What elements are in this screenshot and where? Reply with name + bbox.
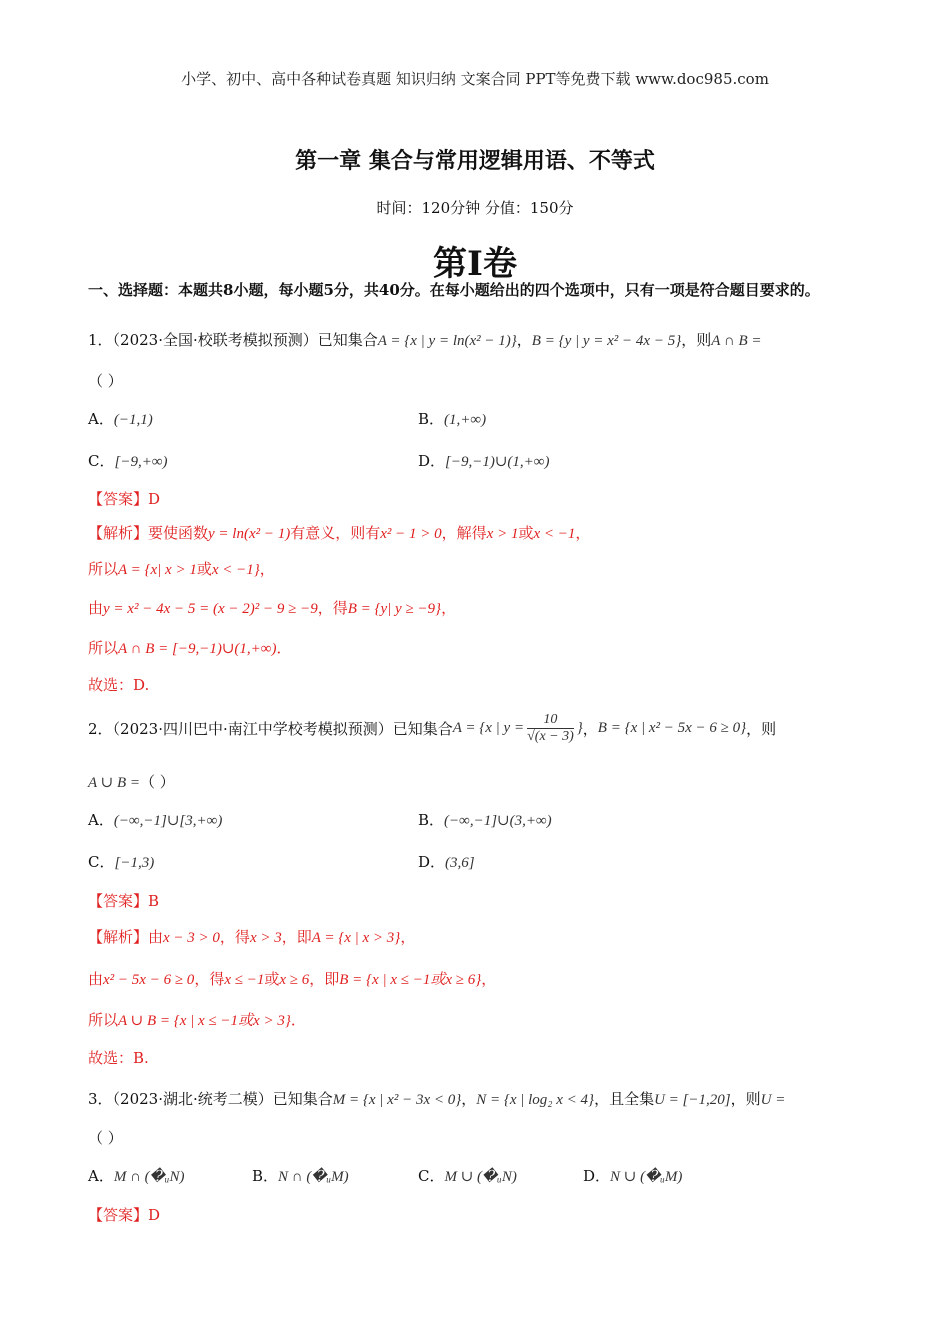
analysis-math: x² − 1 > 0 <box>380 526 442 542</box>
analysis-text: 所以 <box>88 1011 119 1029</box>
question-3-option-b[interactable] <box>252 1165 349 1186</box>
analysis-text: ，得 <box>219 928 250 946</box>
question-1-text: 1．（2023·全国·校联考模拟预测）已知集合 <box>88 331 378 349</box>
analysis-math: B = {x | x ≤ −1或x ≥ 6} <box>339 972 482 988</box>
question-1-ask: A ∩ B = <box>711 333 762 349</box>
question-2-set-b: B = {x | x² − 5x − 6 ≥ 0} <box>597 720 747 736</box>
question-3-stem <box>88 1088 785 1109</box>
question-1-answer: 【答案】D <box>88 490 161 508</box>
option-value: M ∪ (�ᵤN) <box>444 1169 517 1185</box>
option-value: N ∩ (�ᵤM) <box>278 1169 349 1185</box>
analysis-text: 或 <box>264 970 280 988</box>
analysis-math: x < −1 <box>533 526 576 542</box>
question-2-option-d[interactable] <box>418 851 475 872</box>
question-2-stem <box>88 712 776 745</box>
question-2-option-b[interactable] <box>418 809 552 830</box>
question-2-set-a-suffix: } <box>576 720 583 736</box>
option-label: D． <box>418 452 446 470</box>
section-instructions: 一、选择题：本题共8小题，每小题5分，共40分。在每小题给出的四个选项中，只有一项是符合题目要求的。 <box>88 281 820 299</box>
question-3-universe: U = [−1,20] <box>654 1092 731 1108</box>
question-2-analysis-line-2 <box>88 968 496 989</box>
analysis-text: 或 <box>518 524 534 542</box>
option-label: B． <box>252 1167 279 1185</box>
analysis-math: x ≤ −1 <box>224 972 265 988</box>
analysis-text: ， <box>400 928 416 946</box>
question-2-option-a[interactable] <box>88 809 222 830</box>
option-label: A． <box>88 1167 114 1185</box>
question-1-analysis-line-1 <box>88 522 590 543</box>
analysis-text: 所以 <box>88 560 119 578</box>
analysis-text: ，即 <box>309 970 340 988</box>
question-2-text: 2．（2023·四川巴中·南江中学校考模拟预测）已知集合 <box>88 720 453 738</box>
then-text: ，则 <box>681 331 712 349</box>
option-value: (−∞,−1]∪[3,+∞) <box>113 813 223 829</box>
option-label: A． <box>88 811 114 829</box>
analysis-math: A ∪ B = {x | x ≤ −1或x > 3} <box>118 1013 291 1029</box>
question-2-fraction <box>527 712 574 745</box>
analysis-math: x > 1 <box>486 526 519 542</box>
analysis-math: y = ln(x² − 1) <box>208 526 291 542</box>
analysis-text: 所以 <box>88 639 119 657</box>
question-2-analysis-line-1 <box>88 926 415 947</box>
analysis-math: x > 3 <box>249 930 282 946</box>
option-label: D． <box>583 1167 611 1185</box>
question-3-option-a[interactable] <box>88 1165 184 1186</box>
page-header: 小学、初中、高中各种试卷真题 知识归纳 文案合同 PPT等免费下载 www.doc985.com <box>181 70 769 88</box>
option-value: [−9,−1)∪(1,+∞) <box>445 454 550 470</box>
fraction-numerator: 10 <box>527 712 574 729</box>
question-2-paren: （ ） <box>140 773 175 791</box>
question-2-ask-line <box>88 771 175 792</box>
option-value: [−9,+∞) <box>114 454 168 470</box>
question-1-option-b[interactable] <box>418 408 486 429</box>
analysis-text: ，即 <box>281 928 312 946</box>
chapter-title: 第一章 集合与常用逻辑用语、不等式 <box>295 148 655 174</box>
analysis-text: 【解析】要使函数 <box>88 524 209 542</box>
option-label: B． <box>418 811 445 829</box>
question-1-analysis-line-2 <box>88 558 275 579</box>
option-value: [−1,3) <box>114 855 155 871</box>
separator: ， <box>582 720 598 738</box>
option-label: C． <box>418 1167 445 1185</box>
analysis-text: ，解得 <box>441 524 487 542</box>
analysis-text: ， <box>441 599 457 617</box>
analysis-math: x ≥ 6 <box>279 972 310 988</box>
question-3-option-c[interactable] <box>418 1165 517 1186</box>
analysis-text: ，得 <box>194 970 225 988</box>
question-2-analysis-line-3 <box>88 1009 306 1030</box>
question-3-option-d[interactable] <box>583 1165 682 1186</box>
question-1-analysis-line-3 <box>88 597 456 618</box>
analysis-math: x² − 5x − 6 ≥ 0 <box>103 972 195 988</box>
analysis-text: ． <box>290 1011 306 1029</box>
option-label: A． <box>88 410 114 428</box>
analysis-text: ， <box>481 970 497 988</box>
question-2-conclusion: 故选：B. <box>88 1049 149 1067</box>
analysis-math: A ∩ B = [−9,−1)∪(1,+∞) <box>118 641 277 657</box>
analysis-text: ， <box>259 560 275 578</box>
question-3-set-n: N = {x | log₂ x < 4} <box>476 1092 595 1108</box>
question-1-paren: （ ） <box>88 372 123 390</box>
option-label: C． <box>88 452 115 470</box>
question-1-stem <box>88 329 761 350</box>
volume-title: 第I卷 <box>433 244 517 284</box>
separator: ， <box>516 331 532 349</box>
option-value: N ∪ (�ᵤM) <box>610 1169 683 1185</box>
analysis-math: A = {x | x > 3} <box>311 930 401 946</box>
option-value: (−∞,−1]∪(3,+∞) <box>444 813 552 829</box>
analysis-math: B = {y| y ≥ −9} <box>347 601 442 617</box>
analysis-text: 【解析】由 <box>88 928 164 946</box>
analysis-text: ， <box>575 524 591 542</box>
question-1-option-a[interactable] <box>88 408 153 429</box>
question-2-option-c[interactable] <box>88 851 154 872</box>
question-3-mid-text: ，且全集 <box>594 1090 655 1108</box>
fraction-denominator: √(x − 3) <box>527 729 574 744</box>
question-2-answer: 【答案】B <box>88 892 160 910</box>
question-1-analysis-line-4 <box>88 637 292 658</box>
then-text: ，则 <box>746 720 777 738</box>
question-1-option-c[interactable] <box>88 450 168 471</box>
question-1-option-d[interactable] <box>418 450 549 471</box>
analysis-math: x − 3 > 0 <box>163 930 220 946</box>
analysis-text: 或 <box>196 560 212 578</box>
option-label: D． <box>418 853 446 871</box>
question-1-set-a: A = {x | y = ln(x² − 1)} <box>377 333 517 349</box>
question-3-set-m: M = {x | x² − 3x < 0} <box>332 1092 462 1108</box>
question-2-set-a-prefix: A = {x | y = <box>452 720 525 736</box>
question-3-text: 3．（2023·湖北·统考二模）已知集合 <box>88 1090 333 1108</box>
question-1-set-b: B = {y | y = x² − 4x − 5} <box>531 333 682 349</box>
exam-meta: 时间：120分钟 分值：150分 <box>376 199 574 217</box>
option-value: (3,6] <box>445 855 475 871</box>
option-label: C． <box>88 853 115 871</box>
analysis-text: ． <box>276 639 292 657</box>
analysis-math: A = {x| x > 1 <box>118 562 197 578</box>
question-2-ask: A ∪ B = <box>88 775 140 791</box>
question-3-ask: U = <box>760 1092 786 1108</box>
analysis-text: ，得 <box>317 599 348 617</box>
option-value: (−1,1) <box>113 412 153 428</box>
question-3-answer: 【答案】D <box>88 1206 161 1224</box>
analysis-math: y = x² − 4x − 5 = (x − 2)² − 9 ≥ −9 <box>103 601 318 617</box>
option-label: B． <box>418 410 445 428</box>
separator: ， <box>461 1090 477 1108</box>
question-3-paren: （ ） <box>88 1129 123 1147</box>
analysis-text: 有意义，则有 <box>290 524 381 542</box>
question-1-conclusion: 故选：D. <box>88 676 150 694</box>
then-text: ，则 <box>730 1090 761 1108</box>
analysis-text: 由 <box>88 970 104 988</box>
option-value: M ∩ (�ᵤN) <box>113 1169 185 1185</box>
option-value: (1,+∞) <box>444 412 487 428</box>
analysis-math: x < −1} <box>211 562 260 578</box>
analysis-text: 由 <box>88 599 104 617</box>
